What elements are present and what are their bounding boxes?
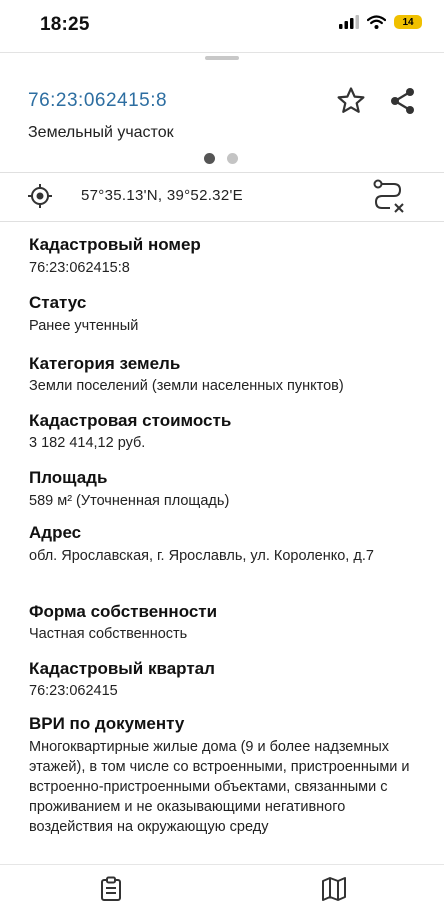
field-label-status: Статус bbox=[29, 293, 87, 312]
crosshair-icon[interactable] bbox=[27, 183, 53, 209]
divider bbox=[0, 221, 444, 222]
map-icon[interactable] bbox=[321, 876, 347, 902]
field-label-area: Площадь bbox=[29, 468, 108, 487]
field-value-cadastral-value: 3 182 414,12 руб. bbox=[29, 435, 146, 451]
field-value-cadastral-quarter: 76:23:062415 bbox=[29, 683, 118, 699]
field-value-permitted-use: Многоквартирные жилые дома (9 и более надземных этажей), в том числе со встроенными, пристроенными и встроенно-пристроенными объектами, связанными с проживанием и не оказывающими негативного воздействия на окружающую среду bbox=[29, 739, 410, 835]
field-label-cadastral-quarter: Кадастровый квартал bbox=[29, 659, 215, 678]
clipboard-icon[interactable] bbox=[99, 876, 123, 902]
object-type-subtitle: Земельный участок bbox=[28, 124, 174, 141]
coordinates-text[interactable]: 57°35.13'N, 39°52.32'E bbox=[81, 187, 243, 204]
field-value-area: 589 м² (Уточненная площадь) bbox=[29, 493, 230, 509]
field-label-cadastral-number: Кадастровый номер bbox=[29, 235, 201, 254]
field-value-ownership-form: Частная собственность bbox=[29, 626, 188, 642]
field-label-permitted-use: ВРИ по документу bbox=[29, 714, 185, 733]
cadastral-number-title[interactable]: 76:23:062415:8 bbox=[28, 90, 168, 111]
share-icon[interactable] bbox=[388, 86, 418, 116]
field-label-land-category: Категория земель bbox=[29, 354, 181, 373]
wifi-icon bbox=[367, 15, 386, 29]
sheet-drag-handle[interactable] bbox=[205, 56, 239, 60]
battery-level: 14 bbox=[402, 16, 414, 28]
star-outline-icon[interactable] bbox=[336, 86, 366, 116]
field-value-cadastral-number: 76:23:062415:8 bbox=[29, 260, 130, 276]
field-label-address: Адрес bbox=[29, 523, 82, 542]
battery-icon bbox=[394, 15, 422, 29]
page-indicator bbox=[204, 153, 238, 164]
system-icons bbox=[339, 15, 422, 29]
field-value-status: Ранее учтенный bbox=[29, 318, 139, 334]
field-value-land-category: Земли поселений (земли населенных пунктов) bbox=[29, 378, 344, 394]
field-value-address: обл. Ярославская, г. Ярославль, ул. Короленко, д.7 bbox=[29, 548, 374, 564]
page-dot-active[interactable] bbox=[204, 153, 215, 164]
bottom-tab-bar bbox=[0, 864, 444, 911]
coordinates-row bbox=[0, 172, 444, 220]
route-clear-icon[interactable] bbox=[370, 178, 406, 214]
field-label-cadastral-value: Кадастровая стоимость bbox=[29, 411, 232, 430]
cellular-signal-icon bbox=[339, 15, 359, 29]
page-dot[interactable] bbox=[227, 153, 238, 164]
status-time: 18:25 bbox=[40, 14, 90, 35]
status-bar bbox=[0, 0, 444, 52]
field-label-ownership-form: Форма собственности bbox=[29, 602, 218, 621]
